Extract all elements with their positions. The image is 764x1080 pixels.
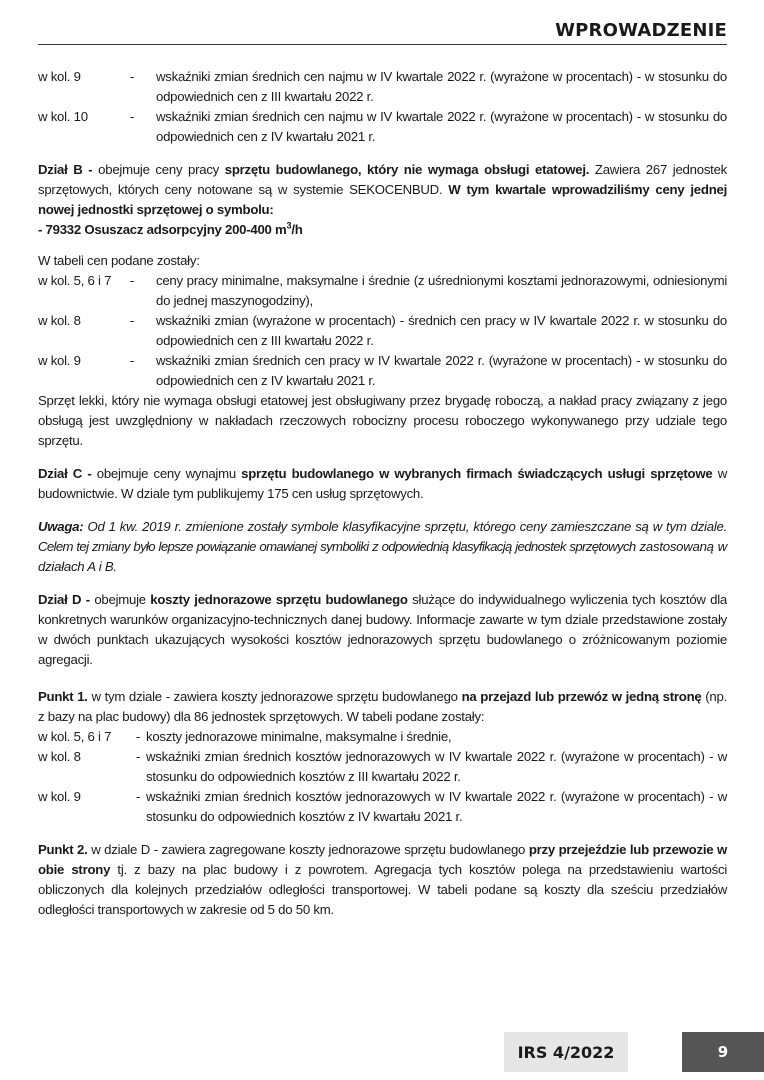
dash: - xyxy=(130,273,135,288)
column-definition xyxy=(38,787,727,827)
uwaga-note: Uwaga: Od 1 kw. 2019 r. zmienione zostały symbole klasyfikacyjne sprzętu, którego ceny zamieszczane są w tym dziale. Celem tej zmiany było lepsze powiązanie omawianej symboliki z odpowiednią klasyfikacją jednostek sprzętowych zastosowaną w działach A i B. xyxy=(38,519,728,574)
column-key: w kol. 9 xyxy=(38,69,81,84)
dzial-c-paragraph: Dział C - obejmuje ceny wynajmu sprzętu budowlanego w wybranych firmach świadczących usługi sprzętowe w budownictwie. W dziale tym publikujemy 175 cen usług sprzętowych. xyxy=(38,466,727,501)
table-intro: W tabeli cen podane zostały: xyxy=(38,253,200,268)
dzial-d-paragraph: Dział D - obejmuje koszty jednorazowe sprzętu budowlanego służące do indywidualnego wyliczenia tych kosztów dla konkretnych warunków organizacyjno-technicznych danej budowy. Informacje zawarte w tym dziale przedstawione zostały w dwóch punktach ukazujących wysokości kosztów jednorazowych sprzętu budowlanego o zróżnicowanym poziomie agregacji. xyxy=(38,592,727,667)
column-key: w kol. 8 xyxy=(38,749,81,764)
dash: - xyxy=(136,789,141,804)
column-description: koszty jednorazowe minimalne, maksymalne i średnie, xyxy=(146,729,452,744)
column-key: w kol. 5, 6 i 7 xyxy=(38,273,112,288)
dash: - xyxy=(136,729,141,744)
publication-label: IRS 4/2022 xyxy=(504,1032,628,1072)
column-definition xyxy=(38,271,727,311)
page-header xyxy=(38,20,727,45)
punkt-1-paragraph: Punkt 1. w tym dziale - zawiera koszty jednorazowe sprzętu budowlanego na przejazd lub przewóz w jedną stronę (np. z bazy na plac budowy) dla 86 jednostek sprzętowych. W tabeli podane zostały: xyxy=(38,689,727,724)
column-description: wskaźniki zmian średnich cen najmu w IV kwartale 2022 r. (wyrażone w procentach) - w stosunku do odpowiednich cen z IV kwartału 2021 r. xyxy=(156,109,727,144)
column-description: wskaźniki zmian średnich cen pracy w IV kwartale 2022 r. (wyrażone w procentach) - w stosunku do odpowiednich cen z IV kwartału 2021 r. xyxy=(156,353,727,388)
page-content xyxy=(38,67,727,920)
uwaga-label: Uwaga: xyxy=(38,519,84,534)
page-number: 9 xyxy=(682,1032,764,1072)
column-definition xyxy=(38,727,727,747)
dzial-b-label: Dział B - xyxy=(38,162,93,177)
new-unit-line: - 79332 Osuszacz adsorpcyjny 200-400 $m^3/h$ xyxy=(38,220,303,237)
column-description: wskaźniki zmian średnich cen najmu w IV kwartale 2022 r. (wyrażone w procentach) - w stosunku do odpowiednich cen z III kwartału 2022 r. xyxy=(156,69,727,104)
punkt-1-label: Punkt 1. xyxy=(38,689,88,704)
column-description: wskaźniki zmian średnich kosztów jednorazowych w IV kwartale 2022 r. (wyrażone w procentach) - w stosunku do odpowiednich kosztów z III kwartału 2022 r. xyxy=(146,749,727,784)
dash: - xyxy=(130,69,135,84)
column-key: w kol. 10 xyxy=(38,109,88,124)
column-key: w kol. 5, 6 i 7 xyxy=(38,729,112,744)
column-key: w kol. 9 xyxy=(38,789,81,804)
dash: - xyxy=(130,313,135,328)
section-title: WPROWADZENIE xyxy=(555,20,727,41)
column-definition xyxy=(38,67,727,107)
dzial-d-label: Dział D - xyxy=(38,592,90,607)
column-key: w kol. 9 xyxy=(38,353,81,368)
dzial-b-paragraph: Dział B - obejmuje ceny pracy sprzętu budowlanego, który nie wymaga obsługi etatowej. Zawiera 267 jednostek sprzętowych, których ceny notowane są w systemie SEKOCENBUD. W tym kwartale wprowadziliśmy ceny jednej nowej jednostki sprzętowej o symbolu: xyxy=(38,162,728,217)
column-definition xyxy=(38,311,727,351)
dash: - xyxy=(130,353,135,368)
column-definition xyxy=(38,107,727,147)
column-description: ceny pracy minimalne, maksymalne i średnie (z uśrednionymi kosztami jednorazowymi, odniesionymi do jednej maszynogodziny), xyxy=(156,273,727,308)
punkt-2-paragraph: Punkt 2. w dziale D - zawiera zagregowane koszty jednorazowe sprzętu budowlanego przy przejeździe lub przewozie w obie strony tj. z bazy na plac budowy i z powrotem. Agregacja tych kosztów polega na przedstawieniu wartości obliczonych dla kolejnych przedziałów odległości transportowej. W tabeli podane są koszty dla sześciu przedziałów odległości transportowych w zakresie od 5 do 50 km. xyxy=(38,842,728,917)
column-key: w kol. 8 xyxy=(38,313,81,328)
column-description: wskaźniki zmian (wyrażone w procentach) - średnich cen pracy w IV kwartale 2022 r. w stosunku do odpowiednich cen z III kwartału 2022 r. xyxy=(156,313,727,348)
dzial-c-label: Dział C - xyxy=(38,466,92,481)
dash: - xyxy=(136,749,141,764)
column-definition xyxy=(38,351,727,391)
column-description: wskaźniki zmian średnich kosztów jednorazowych w IV kwartale 2022 r. (wyrażone w procentach) - w stosunku do odpowiednich kosztów z IV kwartału 2021 r. xyxy=(146,789,727,824)
column-definition xyxy=(38,747,727,787)
punkt-2-label: Punkt 2. xyxy=(38,842,88,857)
dash: - xyxy=(130,109,135,124)
light-equipment-note: Sprzęt lekki, który nie wymaga obsługi etatowej jest obsługiwany przez brygadę roboczą, a nakład pracy związany z jego obsługą jest uwzględniony w nakładach rzeczowych robocizny procesu roboczego wykonywanego przy udziale tego sprzętu. xyxy=(38,393,727,448)
